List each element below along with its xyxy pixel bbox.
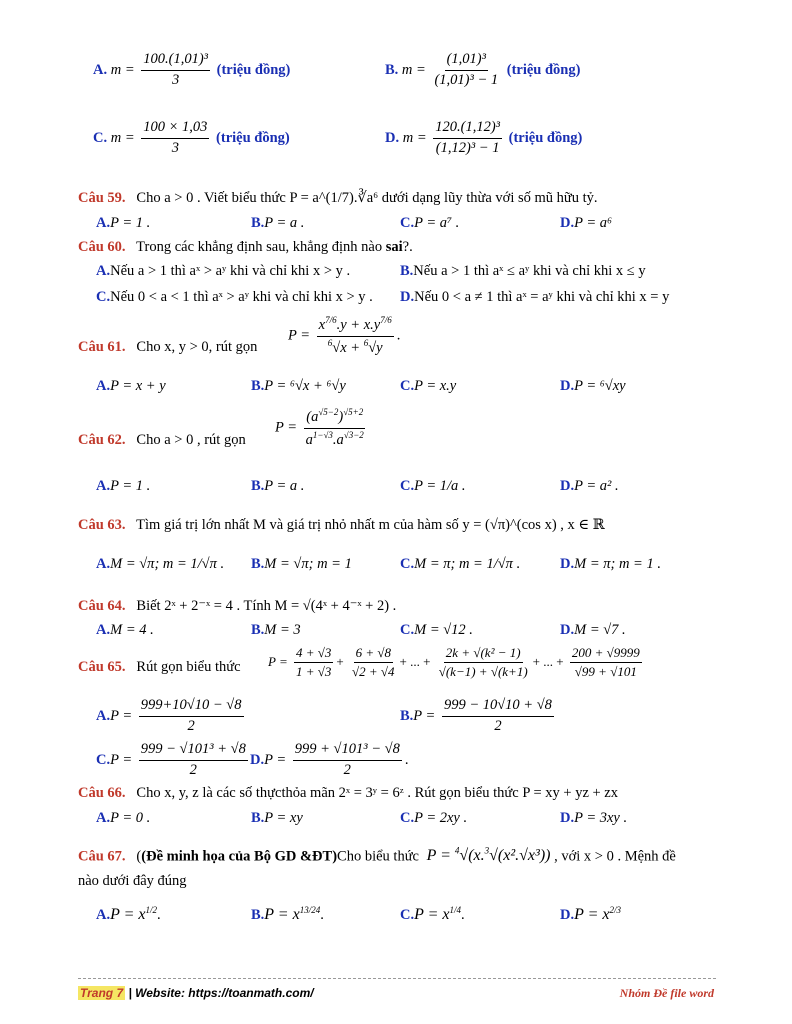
q58-option-c: C. m = $\frac{100 \times 1,03}{3}$ (triệu đồng) (93, 119, 290, 156)
q65-option-b: B.P = $\frac{999 - 10√10 + √8}{2}$ (400, 697, 552, 734)
footer-right: Nhóm Đề file word (619, 986, 714, 1000)
question-63: Câu 63. Tìm giá trị lớn nhất M và giá trị nhỏ nhất m của hàm số y = (√π)^(cos x) , x ∈ ℝ (78, 517, 605, 533)
q65-option-c: C.P = $\frac{\text{999 − √101³ + √8}}{2}$ (96, 741, 246, 778)
q67-text-cont: nào dưới đây đúng (78, 873, 187, 889)
question-60: Câu 60. Trong các khẳng định sau, khẳng định nào sai?. (78, 239, 413, 255)
q62-expression: P = $\frac{(a^{√5-2})^{√5+2}}{a^{1-√3}.a^{√3-2}}$ (275, 407, 364, 448)
q65-expression: P = $\frac{4 + √3}{1 + √3}$ + $\frac{6 + √8}{√2 + √4}$ + ... + $\frac{\text{2k + √(k² − 1)}}{√(k-1) + √(k+1)}$ + ... + $\frac{200 + √9999}{√99 + √101}$ (268, 645, 640, 680)
q60-option-c: C.Nếu 0 < a < 1 thì aˣ > aʸ khi và chỉ khi x > y . (96, 289, 373, 305)
question-66: Câu 66. Cho x, y, z là các số thựcthỏa mãn 2ˣ = 3ʸ = 6ᶻ . Rút gọn biểu thức P = xy + yz + zx (78, 785, 618, 801)
q61-expression: P = $\frac{x^{7/6}.y + x.y^{7/6}}{^6√x + ^6√y}$ . (288, 315, 401, 356)
q65-option-a: A.P = $\frac{999+10√10 - √8}{2}$ (96, 697, 242, 734)
q60-option-d: D.Nếu 0 < a ≠ 1 thì aˣ = aʸ khi và chỉ khi x = y (400, 289, 670, 305)
q65-option-d: D.P = $\frac{\text{999 + √101³ − √8}}{2}$ . (250, 741, 409, 778)
page-number: Trang 7 (80, 986, 124, 1000)
question-67: Câu 67. ((Đề minh họa của Bộ GD &ĐT)Cho biểu thức P = $^4$√(x.$^3$√(x².√x³)) , với x > 0 . Mệnh đề (78, 846, 676, 865)
q58-option-b: B. m = $\frac{\text{(1,01)³}}{\text{(1,01)³ − 1}}$ (triệu đồng) (385, 51, 581, 88)
footer-divider (78, 978, 716, 979)
q67-expression: P = $^4$√(x.$^3$√(x².√x³)) (422, 846, 551, 865)
footer-left (78, 986, 314, 1000)
footer-website[interactable]: | Website: https://toanmath.com/ (125, 986, 314, 1000)
q60-option-b: B.Nếu a > 1 thì aˣ ≤ aʸ khi và chỉ khi x ≤ y (400, 263, 646, 279)
question-64: Câu 64. Biết 2ˣ + 2⁻ˣ = 4 . Tính M = √(4ˣ + 4⁻ˣ + 2) . (78, 598, 397, 614)
question-62: Câu 62. Cho a > 0 , rút gọn (78, 432, 246, 448)
question-65: Câu 65. Rút gọn biểu thức (78, 659, 241, 675)
q58-option-a: A. m = $\frac{\text{100.(1,01)³}}{3}$ (triệu đồng) (93, 51, 291, 88)
question-61: Câu 61. Cho x, y > 0, rút gọn (78, 339, 258, 355)
q67-source: (Đề minh họa của Bộ GD &ĐT) (141, 848, 338, 865)
question-59: Câu 59. Cho a > 0 . Viết biểu thức P = a^(1/7).∛a⁶ dưới dạng lũy thừa với số mũ hữu tỷ. (78, 190, 598, 206)
q58-option-d: D. m = $\frac{\text{120.(1,12)³}}{\text{(1,12)³ − 1}}$ (triệu đồng) (385, 119, 583, 156)
q60-option-a: A.Nếu a > 1 thì aˣ > aʸ khi và chỉ khi x > y . (96, 263, 351, 279)
